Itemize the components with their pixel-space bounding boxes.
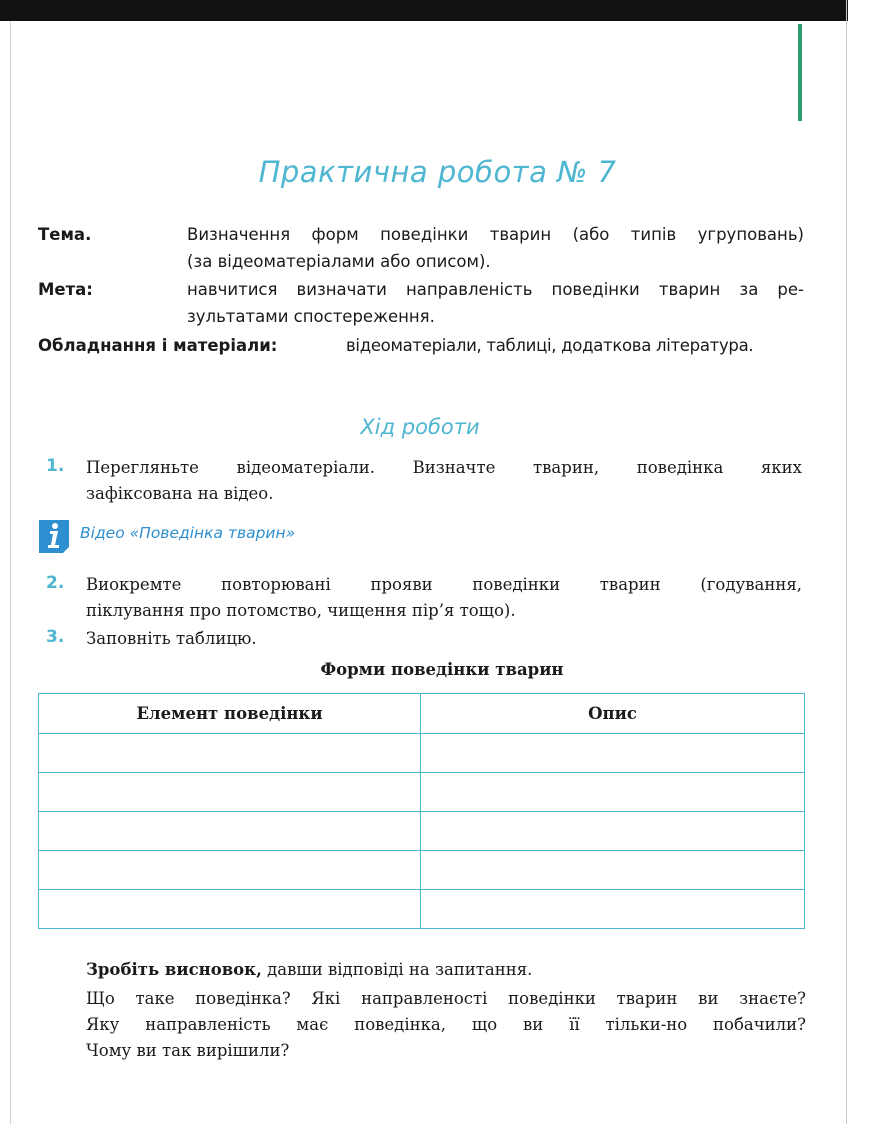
page-title: Практична робота № 7 [258,155,617,189]
goal-label: Мета: [38,280,93,299]
task-3-line-1: Заповніть таблицю. [86,629,257,648]
task-1-line-1: Перегляньте відеоматеріали. Визначте тварин, поведінка яких [86,458,802,477]
task-2-line-2: піклування про потомство, чищення пір’я тощо). [86,601,516,620]
conclusion-intro [86,957,806,983]
top-dark-bar [0,0,848,21]
table-cell[interactable] [39,889,421,928]
conclusion-intro-rest: давши відповіді на запитання. [261,960,533,979]
task-1-number: 1. [46,456,65,476]
table-row [39,734,805,773]
table-row [39,811,805,850]
table-caption: Форми поведінки тварин [320,660,564,679]
goal-line-2: зультатами спостереження. [187,307,435,326]
header-description: Опис [421,694,805,734]
conclusion-question-3: Чому ви так вирішили? [86,1041,290,1060]
task-2-number: 2. [46,573,65,593]
video-link[interactable]: Відео «Поведінка тварин» [80,524,296,542]
table-cell[interactable] [421,734,805,773]
table-cell[interactable] [39,734,421,773]
header-behavior-element: Елемент поведінки [39,694,421,734]
table-header-row [39,694,805,734]
chapter-tab-marker [798,24,802,121]
theme-line-1: Визначення форм поведінки тварин (або типів угруповань) [187,225,804,244]
equipment-value: відеоматеріали, таблиці, додаткова література. [346,336,754,355]
theme-line-2: (за відеоматеріалами або описом). [187,252,491,271]
theme-label: Тема. [38,225,92,244]
table-cell[interactable] [39,773,421,812]
task-1-line-2: зафіксована на відео. [86,484,274,503]
goal-line-1: навчитися визначати направленість поведінки тварин за ре- [187,280,804,299]
table-row [39,773,805,812]
task-2-line-1: Виокремте повторювані прояви поведінки тварин (годування, [86,575,802,594]
table-cell[interactable] [421,850,805,889]
equipment-label: Обладнання і матеріали: [38,336,278,355]
behavior-forms-table [38,693,805,929]
procedure-heading: Хід роботи [360,415,480,439]
table-cell[interactable] [421,889,805,928]
table-row [39,850,805,889]
table-cell[interactable] [39,811,421,850]
table-row [39,889,805,928]
conclusion-intro-bold: Зробіть висновок, [86,960,262,979]
table-cell[interactable] [421,773,805,812]
conclusion-question-1: Що таке поведінка? Які направленості поведінки тварин ви знаєте? [86,989,806,1008]
table-cell[interactable] [39,850,421,889]
conclusion-question-2: Яку направленість має поведінка, що ви її тільки-но побачили? [86,1015,806,1034]
table-cell[interactable] [421,811,805,850]
task-3-number: 3. [46,627,65,647]
info-icon[interactable] [36,517,72,553]
